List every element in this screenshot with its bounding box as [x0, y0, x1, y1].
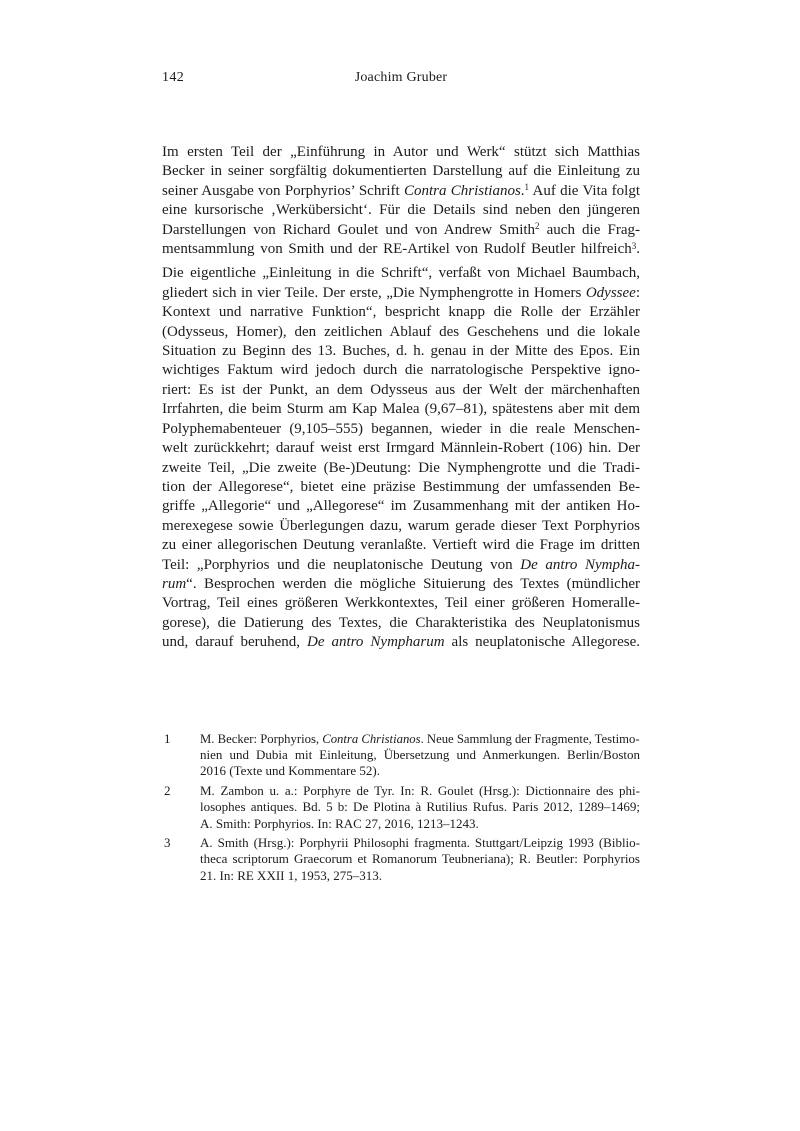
- footnote-text: [200, 731, 640, 780]
- footnote-number: 2: [164, 783, 171, 799]
- footnote-number: 3: [164, 835, 171, 851]
- footnote-2: [162, 783, 640, 832]
- text-line: wichtiges Faktum wird jedoch durch die narratologische Perspektive igno-: [162, 362, 640, 379]
- text-line: Polyphemabenteuer (9,105–555) begannen, wieder in die reale Menschen-: [162, 420, 640, 437]
- italic-title: De antro Nympha-: [520, 556, 640, 573]
- text-line: losophes antiques. Bd. 5 b: De Plotina à Rutilius Rufus. Paris 2012, 1289–1469;: [200, 799, 640, 815]
- text-line: und, darauf beruhend, De antro Nympharum als neuplatonische Allegorese.: [162, 634, 641, 651]
- running-head-author: Joachim Gruber: [354, 70, 448, 85]
- text-line: zu einer allegorischen Deutung veranlaßte. Vertieft wird die Frage im dritten: [162, 537, 640, 554]
- text-line: Situation zu Beginn des 13. Buches, d. h. genau in der Mitte des Epos. Ein: [162, 343, 640, 360]
- text-line: Teil: „Porphyrios und die neuplatonische Deutung von De antro Nympha-: [162, 556, 640, 573]
- footnote-1: [162, 731, 640, 780]
- text-line: Kontext und narrative Funktion“, bespricht knapp die Rolle der Erzähler: [162, 304, 640, 321]
- text-line: Darstellungen von Richard Goulet und von Andrew Smith$^2$ auch die Frag-: [162, 221, 640, 238]
- footnote-text: [200, 783, 640, 832]
- text-line: seiner Ausgabe von Porphyrios’ Schrift Contra Christianos.$^1$ Auf die Vita folgt: [162, 182, 641, 199]
- text-line: tion der Allegorese“, bietet eine präzise Bestimmung der umfassenden Be-: [162, 478, 640, 495]
- footnote-marker: 1: [524, 182, 530, 193]
- text-line: M. Zambon u. a.: Porphyre de Tyr. In: R. Goulet (Hrsg.): Dictionnaire des phi-: [200, 783, 640, 799]
- text-line: Vortrag, Teil eines größeren Werkkontextes, Teil einer größeren Homeralle-: [162, 595, 640, 612]
- text-line: Irrfahrten, die beim Sturm am Kap Malea (9,67–81), spätestens aber mit dem: [162, 401, 640, 418]
- text-line: gorese), die Datierung des Textes, die Charakteristika des Neuplatonismus: [162, 614, 640, 631]
- italic-title: Odyssee: [585, 284, 636, 301]
- text-line: (Odysseus, Homer), den zeitlichen Ablauf des Geschehens und die lokale: [162, 323, 640, 340]
- text-line: 2016 (Texte und Kommentare 52).: [200, 763, 380, 779]
- text-line: welt zurückkehrt; darauf weist erst Irmgard Männlein-Robert (106) hin. Der: [162, 440, 640, 457]
- footnote-marker: 2: [535, 221, 540, 232]
- page-number: 142: [162, 70, 185, 85]
- text-line: griffe „Allegorie“ und „Allegorese“ im Zusammenhang mit der antiken Ho-: [162, 498, 640, 515]
- italic-title: De antro Nympharum: [307, 634, 445, 651]
- text-line: gliedert sich in vier Teile. Der erste, „Die Nymphengrotte in Homers Odyssee:: [162, 284, 640, 301]
- text-line: Die eigentliche „Einleitung in die Schrift“, verfaßt von Michael Baumbach,: [162, 265, 640, 282]
- text-line: A. Smith (Hrsg.): Porphyrii Philosophi fragmenta. Stuttgart/Leipzig 1993 (Biblio-: [200, 835, 640, 851]
- italic-title: Contra Christianos: [322, 731, 421, 746]
- paragraph-1: [162, 143, 640, 259]
- text-line: 21. In: RE XXII 1, 1953, 275–313.: [200, 867, 382, 883]
- footnote-3: [162, 835, 640, 884]
- footnote-number: 1: [164, 731, 171, 746]
- paragraph-2: [162, 264, 640, 652]
- footnote-text: [200, 835, 640, 884]
- text-line: eine kursorische ‚Werkübersicht‘. Für die Details sind neben den jüngeren: [162, 202, 640, 219]
- text-line: zweite Teil, „Die zweite (Be-)Deutung: Die Nymphengrotte und die Tradi-: [162, 459, 640, 476]
- footnotes-section: [162, 731, 640, 887]
- italic-title: Contra Christianos: [403, 182, 521, 199]
- main-text: [162, 143, 640, 653]
- text-line: Becker in seiner sorgfältig dokumentierten Darstellung auf die Einleitung zu: [162, 163, 640, 180]
- text-line: theca scriptorum Graecorum et Romanorum Teubneriana); R. Beutler: Porphyrios: [200, 851, 640, 867]
- text-line: mentsammlung von Smith und der RE-Artikel von Rudolf Beutler hilfreich$^3$.: [162, 240, 640, 258]
- text-line: M. Becker: Porphyrios, Contra Christianos. Neue Sammlung der Fragmente, Testimo-: [200, 731, 640, 746]
- text-line: Im ersten Teil der „Einführung in Autor und Werk“ stützt sich Matthias: [162, 144, 640, 160]
- text-line: rum“. Besprochen werden die mögliche Situierung des Textes (mündlicher: [162, 575, 640, 592]
- footnote-marker: 3: [631, 240, 637, 251]
- page-header: [162, 70, 640, 86]
- text-line: A. Smith: Porphyrios. In: RAC 27, 2016, 1213–1243.: [200, 815, 479, 831]
- italic-title: rum: [162, 575, 187, 592]
- text-line: riert: Es ist der Punkt, an dem Odysseus aus der Welt der märchenhaften: [162, 381, 640, 398]
- text-line: nien und Dubia mit Einleitung, Übersetzung und Anmerkungen. Berlin/Boston: [200, 747, 640, 763]
- text-line: merexegese sowie Überlegungen dazu, warum gerade dieser Text Porphyrios: [162, 517, 640, 534]
